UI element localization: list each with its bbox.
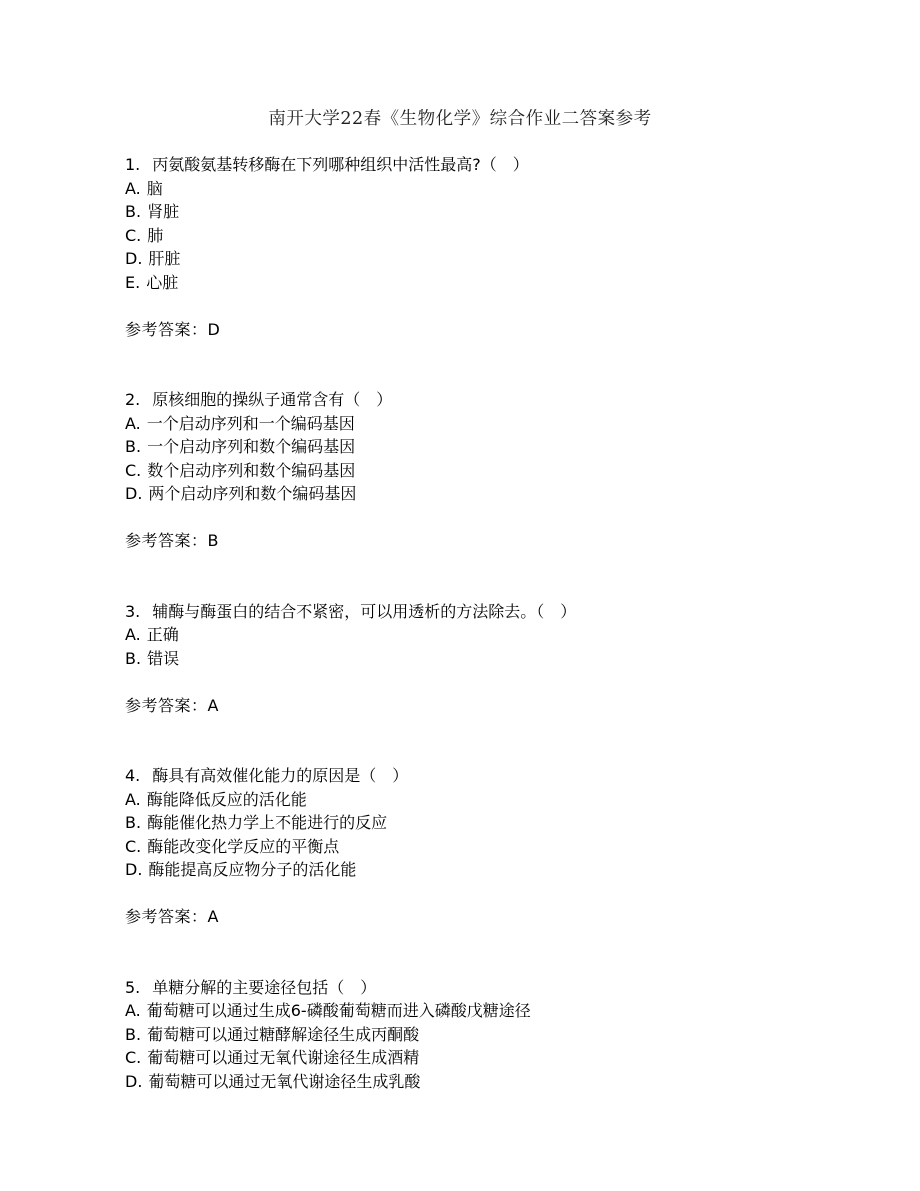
option-text: 葡萄糖可以通过糖酵解途径生成丙酮酸 xyxy=(147,1024,420,1044)
question-block xyxy=(125,153,795,341)
option-label: C. xyxy=(125,836,142,856)
option-text: 肝脏 xyxy=(148,249,181,268)
blank-line xyxy=(125,882,795,906)
option-text: 肺 xyxy=(147,225,164,245)
question-number: 5. xyxy=(125,977,141,997)
option-text: 葡萄糖可以通过无氧代谢途径生成乳酸 xyxy=(148,1071,421,1091)
question-block xyxy=(125,388,795,553)
option-line xyxy=(125,412,795,436)
question-line xyxy=(125,600,795,624)
options-list xyxy=(125,788,795,882)
option-line xyxy=(125,247,795,271)
answer-line xyxy=(125,694,795,718)
questions-container xyxy=(125,153,795,1093)
blank-line xyxy=(125,670,795,694)
option-label: B. xyxy=(125,437,142,456)
option-text: 心脏 xyxy=(146,272,179,292)
answer-line xyxy=(125,529,795,553)
option-label: C. xyxy=(125,1048,142,1067)
question-block xyxy=(125,764,795,929)
answer-value: A xyxy=(207,907,219,926)
option-label: B. xyxy=(125,202,142,221)
answer-section xyxy=(125,882,795,929)
option-line xyxy=(125,271,795,295)
option-label: A. xyxy=(125,1001,141,1020)
option-line xyxy=(125,1023,795,1047)
question-number: 3. xyxy=(125,601,141,621)
option-label: D. xyxy=(125,249,143,268)
question-number: 1. xyxy=(125,155,141,174)
question-text: 酶具有高效催化能力的原因是（ ） xyxy=(152,766,409,785)
answer-value: A xyxy=(207,695,219,715)
option-label: A. xyxy=(125,178,141,198)
option-text: 一个启动序列和数个编码基因 xyxy=(147,437,356,456)
answer-section xyxy=(125,506,795,553)
option-text: 酶能降低反应的活化能 xyxy=(146,789,307,809)
options-list xyxy=(125,412,795,506)
answer-value: B xyxy=(207,531,219,550)
option-text: 错误 xyxy=(147,648,180,668)
option-line xyxy=(125,623,795,647)
option-line xyxy=(125,224,795,248)
option-line xyxy=(125,835,795,859)
option-label: A. xyxy=(125,413,141,433)
options-list xyxy=(125,177,795,295)
option-line xyxy=(125,435,795,459)
answer-section xyxy=(125,670,795,717)
option-text: 脑 xyxy=(146,178,163,198)
option-line xyxy=(125,1070,795,1094)
option-text: 肾脏 xyxy=(147,202,180,221)
question-number: 2. xyxy=(125,390,141,409)
blank-line xyxy=(125,294,795,318)
answer-label: 参考答案： xyxy=(125,907,208,926)
option-line xyxy=(125,459,795,483)
option-label: D. xyxy=(125,860,143,879)
question-block xyxy=(125,976,795,1094)
question-text: 原核细胞的操纵子通常含有（ ） xyxy=(152,390,393,409)
option-text: 葡萄糖可以通过生成6-磷酸葡萄糖而进入磷酸戊糖途径 xyxy=(146,1001,531,1020)
options-list xyxy=(125,999,795,1093)
question-line xyxy=(125,153,795,177)
option-text: 酶能催化热力学上不能进行的反应 xyxy=(147,813,388,832)
options-list xyxy=(125,623,795,670)
option-label: B. xyxy=(125,1024,142,1044)
option-line xyxy=(125,811,795,835)
question-line xyxy=(125,764,795,788)
option-label: A. xyxy=(125,789,141,809)
option-line xyxy=(125,999,795,1023)
option-text: 正确 xyxy=(146,625,179,644)
option-text: 酶能改变化学反应的平衡点 xyxy=(147,836,340,856)
option-label: C. xyxy=(125,460,142,480)
answer-value: D xyxy=(207,319,221,339)
option-text: 一个启动序列和一个编码基因 xyxy=(146,413,355,433)
option-text: 数个启动序列和数个编码基因 xyxy=(147,460,356,480)
question-number: 4. xyxy=(125,766,141,785)
option-label: A. xyxy=(125,625,141,644)
answer-line xyxy=(125,318,795,342)
option-label: D. xyxy=(125,1071,143,1091)
option-line xyxy=(125,177,795,201)
option-label: E. xyxy=(125,272,141,292)
answer-section xyxy=(125,294,795,341)
option-text: 葡萄糖可以通过无氧代谢途径生成酒精 xyxy=(147,1048,420,1067)
option-line xyxy=(125,200,795,224)
question-text: 辅酶与酶蛋白的结合不紧密，可以用透析的方法除去。（ ） xyxy=(152,601,577,621)
option-text: 酶能提高反应物分子的活化能 xyxy=(148,860,357,879)
question-text: 丙氨酸氨基转移酶在下列哪种组织中活性最高?（ ） xyxy=(152,155,529,174)
answer-label: 参考答案： xyxy=(125,531,208,550)
option-label: B. xyxy=(125,648,142,668)
document-title: 南开大学22春《生物化学》综合作业二答案参考 xyxy=(268,109,652,129)
option-line xyxy=(125,1046,795,1070)
option-text: 两个启动序列和数个编码基因 xyxy=(148,484,357,503)
question-line xyxy=(125,976,795,1000)
option-line xyxy=(125,482,795,506)
option-label: B. xyxy=(125,813,142,832)
option-line xyxy=(125,788,795,812)
answer-label: 参考答案： xyxy=(125,319,208,339)
blank-line xyxy=(125,506,795,530)
option-line xyxy=(125,858,795,882)
question-line xyxy=(125,388,795,412)
option-line xyxy=(125,647,795,671)
question-text: 单糖分解的主要途径包括（ ） xyxy=(152,977,377,997)
option-label: D. xyxy=(125,484,143,503)
answer-line xyxy=(125,905,795,929)
answer-label: 参考答案： xyxy=(125,695,208,715)
option-label: C. xyxy=(125,225,142,245)
question-block xyxy=(125,600,795,718)
